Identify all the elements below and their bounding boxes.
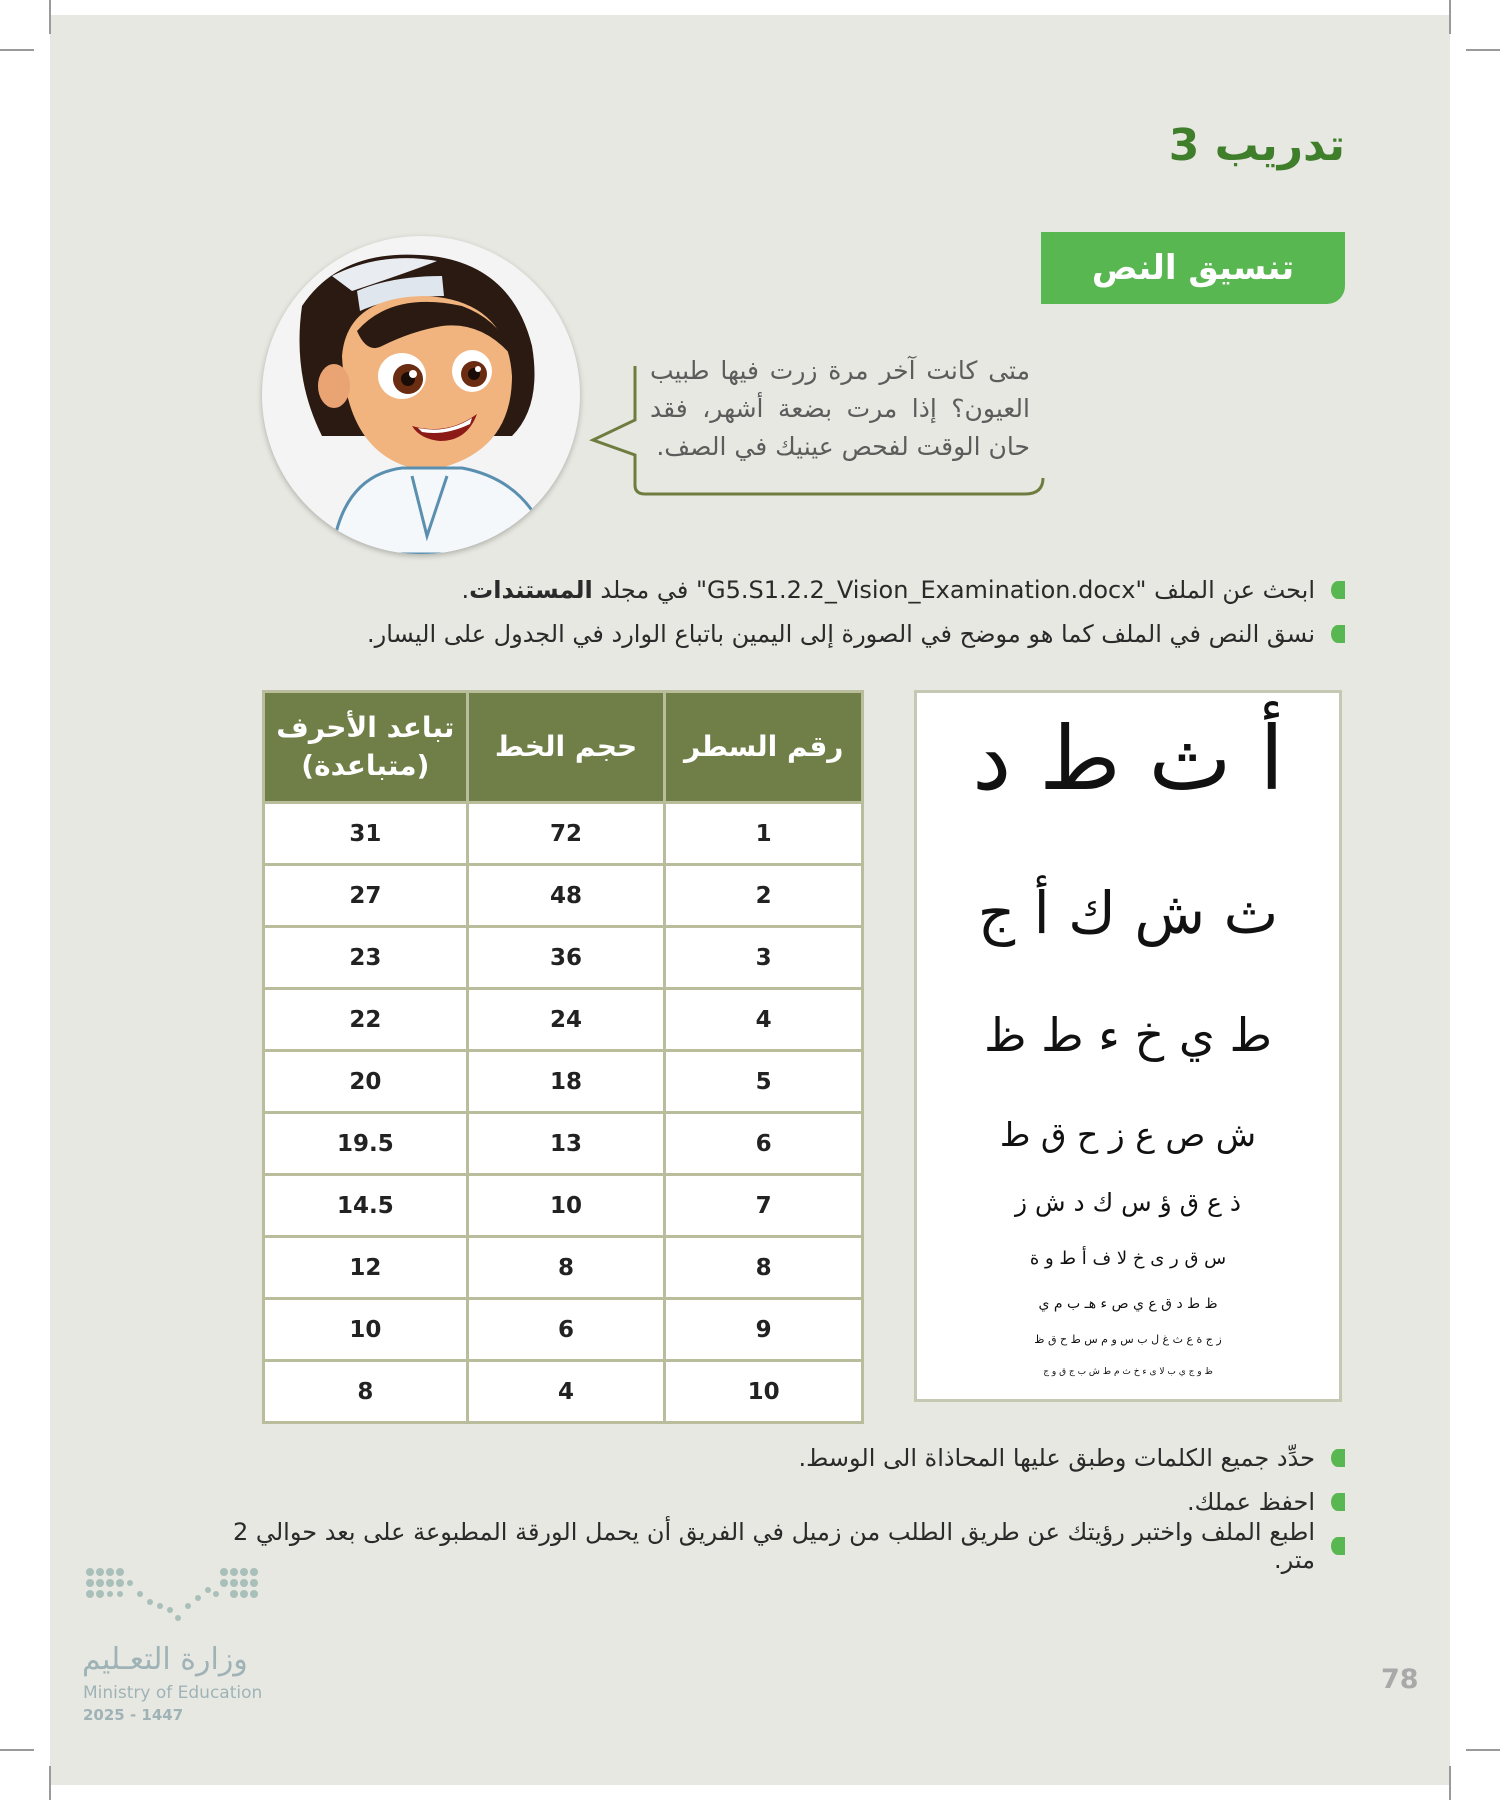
- ministry-name-arabic: وزارة التعـليم: [82, 1642, 248, 1677]
- section-tag: [1041, 232, 1345, 304]
- table-row: [264, 1113, 863, 1175]
- academic-year: 2025 - 1447: [83, 1706, 184, 1724]
- cell-letter-spacing: 31: [264, 803, 468, 865]
- table-row: [264, 989, 863, 1051]
- cell-letter-spacing: 23: [264, 927, 468, 989]
- instruction-text: حدِّد جميع الكلمات وطبق عليها المحاذاة الى الوسط.: [798, 1444, 1315, 1472]
- girl-illustration: [262, 236, 580, 554]
- cell-letter-spacing: 14.5: [264, 1175, 468, 1237]
- eye-chart-line: ظ ط د ق ع ي ص ء هـ ب م ي: [1038, 1296, 1218, 1312]
- cell-line-number: 8: [665, 1237, 863, 1299]
- table-row: [264, 1361, 863, 1423]
- cell-font-size: 72: [467, 803, 665, 865]
- cell-line-number: 5: [665, 1051, 863, 1113]
- eye-chart-line: ظ و ج ي ب لا ى ء خ ث م ط ش ب ج ق و ج: [1043, 1367, 1213, 1377]
- table-header-row: [264, 692, 863, 803]
- eye-chart-line: س ق ر ى خ لا ف أ ط و ة: [1029, 1248, 1227, 1269]
- bullet-marker: [1331, 1537, 1345, 1555]
- table-row: [264, 1299, 863, 1361]
- cell-letter-spacing: 19.5: [264, 1113, 468, 1175]
- cell-line-number: 9: [665, 1299, 863, 1361]
- instruction-text: [462, 576, 1315, 604]
- table-row: [264, 1175, 863, 1237]
- speech-bubble-text: متى كانت آخر مرة زرت فيها طبيب العيون؟ إذا مرت بضعة أشهر، فقد حان الوقت لفحص عينيك في الصف.: [650, 356, 1030, 461]
- instruction-folder-name: المستندات: [469, 576, 593, 604]
- eye-chart-line: ز ج ة ع ث غ ل ب س و م س ط ح ق ظ: [1034, 1333, 1222, 1346]
- instruction-text: احفظ عملك.: [1186, 1488, 1315, 1516]
- crop-mark: [49, 0, 51, 34]
- cell-font-size: 6: [467, 1299, 665, 1361]
- instruction-item: [225, 568, 1345, 612]
- ministry-name-english: Ministry of Education: [83, 1683, 263, 1703]
- cell-font-size: 13: [467, 1113, 665, 1175]
- column-header-line-number: رقم السطر: [665, 692, 863, 803]
- cell-font-size: 4: [467, 1361, 665, 1423]
- exercise-title: تدريب 3: [1168, 120, 1345, 171]
- cell-letter-spacing: 27: [264, 865, 468, 927]
- bullet-marker: [1331, 581, 1345, 599]
- cell-line-number: 1: [665, 803, 863, 865]
- table-row: [264, 803, 863, 865]
- cell-line-number: 7: [665, 1175, 863, 1237]
- eye-chart: [914, 690, 1342, 1402]
- eye-chart-line: ث ش ك أ ج: [977, 879, 1279, 947]
- cell-letter-spacing: 22: [264, 989, 468, 1051]
- table-row: [264, 1051, 863, 1113]
- instruction-item: [225, 1518, 1345, 1574]
- crop-mark: [49, 1766, 51, 1800]
- cell-line-number: 3: [665, 927, 863, 989]
- eye-chart-line: ش ص ع ز ح ق ط: [999, 1115, 1257, 1154]
- instructions-bottom: [225, 1436, 1345, 1574]
- student-avatar: [262, 236, 580, 554]
- cell-line-number: 2: [665, 865, 863, 927]
- cell-line-number: 10: [665, 1361, 863, 1423]
- section-tag-label: تنسيق النص: [1091, 248, 1295, 288]
- column-header-font-size: حجم الخط: [467, 692, 665, 803]
- crop-mark: [0, 1749, 34, 1751]
- crop-mark: [1449, 0, 1451, 34]
- bullet-marker: [1331, 1449, 1345, 1467]
- instruction-text-part: ابحث عن الملف "G5.S1.2.2_Vision_Examination.docx" في مجلد: [592, 576, 1315, 604]
- cell-font-size: 18: [467, 1051, 665, 1113]
- cell-font-size: 36: [467, 927, 665, 989]
- cell-letter-spacing: 8: [264, 1361, 468, 1423]
- cell-line-number: 4: [665, 989, 863, 1051]
- cell-font-size: 10: [467, 1175, 665, 1237]
- cell-line-number: 6: [665, 1113, 863, 1175]
- ministry-logo-icon: [84, 1566, 269, 1628]
- cell-letter-spacing: 12: [264, 1237, 468, 1299]
- table-row: [264, 1237, 863, 1299]
- instruction-item: [225, 612, 1345, 656]
- eye-chart-line: ط ي خ ء ط ظ: [983, 1008, 1273, 1062]
- column-header-letter-spacing: تباعد الأحرف (متباعدة): [264, 692, 468, 803]
- cell-letter-spacing: 20: [264, 1051, 468, 1113]
- page-number: 78: [1381, 1664, 1419, 1695]
- crop-mark: [1466, 49, 1500, 51]
- cell-font-size: 24: [467, 989, 665, 1051]
- bullet-marker: [1331, 625, 1345, 643]
- table-row: [264, 927, 863, 989]
- cell-letter-spacing: 10: [264, 1299, 468, 1361]
- table-row: [264, 865, 863, 927]
- instruction-text: نسق النص في الملف كما هو موضح في الصورة إلى اليمين باتباع الوارد في الجدول على اليسار.: [366, 620, 1315, 648]
- eye-chart-line: ذ ع ق ؤ س ك د ش ز: [1015, 1188, 1241, 1217]
- eye-chart-line: أ ث ط د: [972, 707, 1284, 810]
- instructions-top: [225, 568, 1345, 656]
- instruction-item: [225, 1436, 1345, 1480]
- instruction-text: اطبع الملف واختبر رؤيتك عن طريق الطلب من زميل في الفريق أن يحمل الورقة المطبوعة على بعد حوالي 2 متر.: [232, 1518, 1315, 1574]
- cell-font-size: 8: [467, 1237, 665, 1299]
- crop-mark: [1466, 1749, 1500, 1751]
- crop-mark: [1449, 1766, 1451, 1800]
- cell-font-size: 48: [467, 865, 665, 927]
- instruction-text-part: .: [461, 576, 470, 604]
- crop-mark: [0, 49, 34, 51]
- bullet-marker: [1331, 1493, 1345, 1511]
- formatting-table: [262, 690, 864, 1424]
